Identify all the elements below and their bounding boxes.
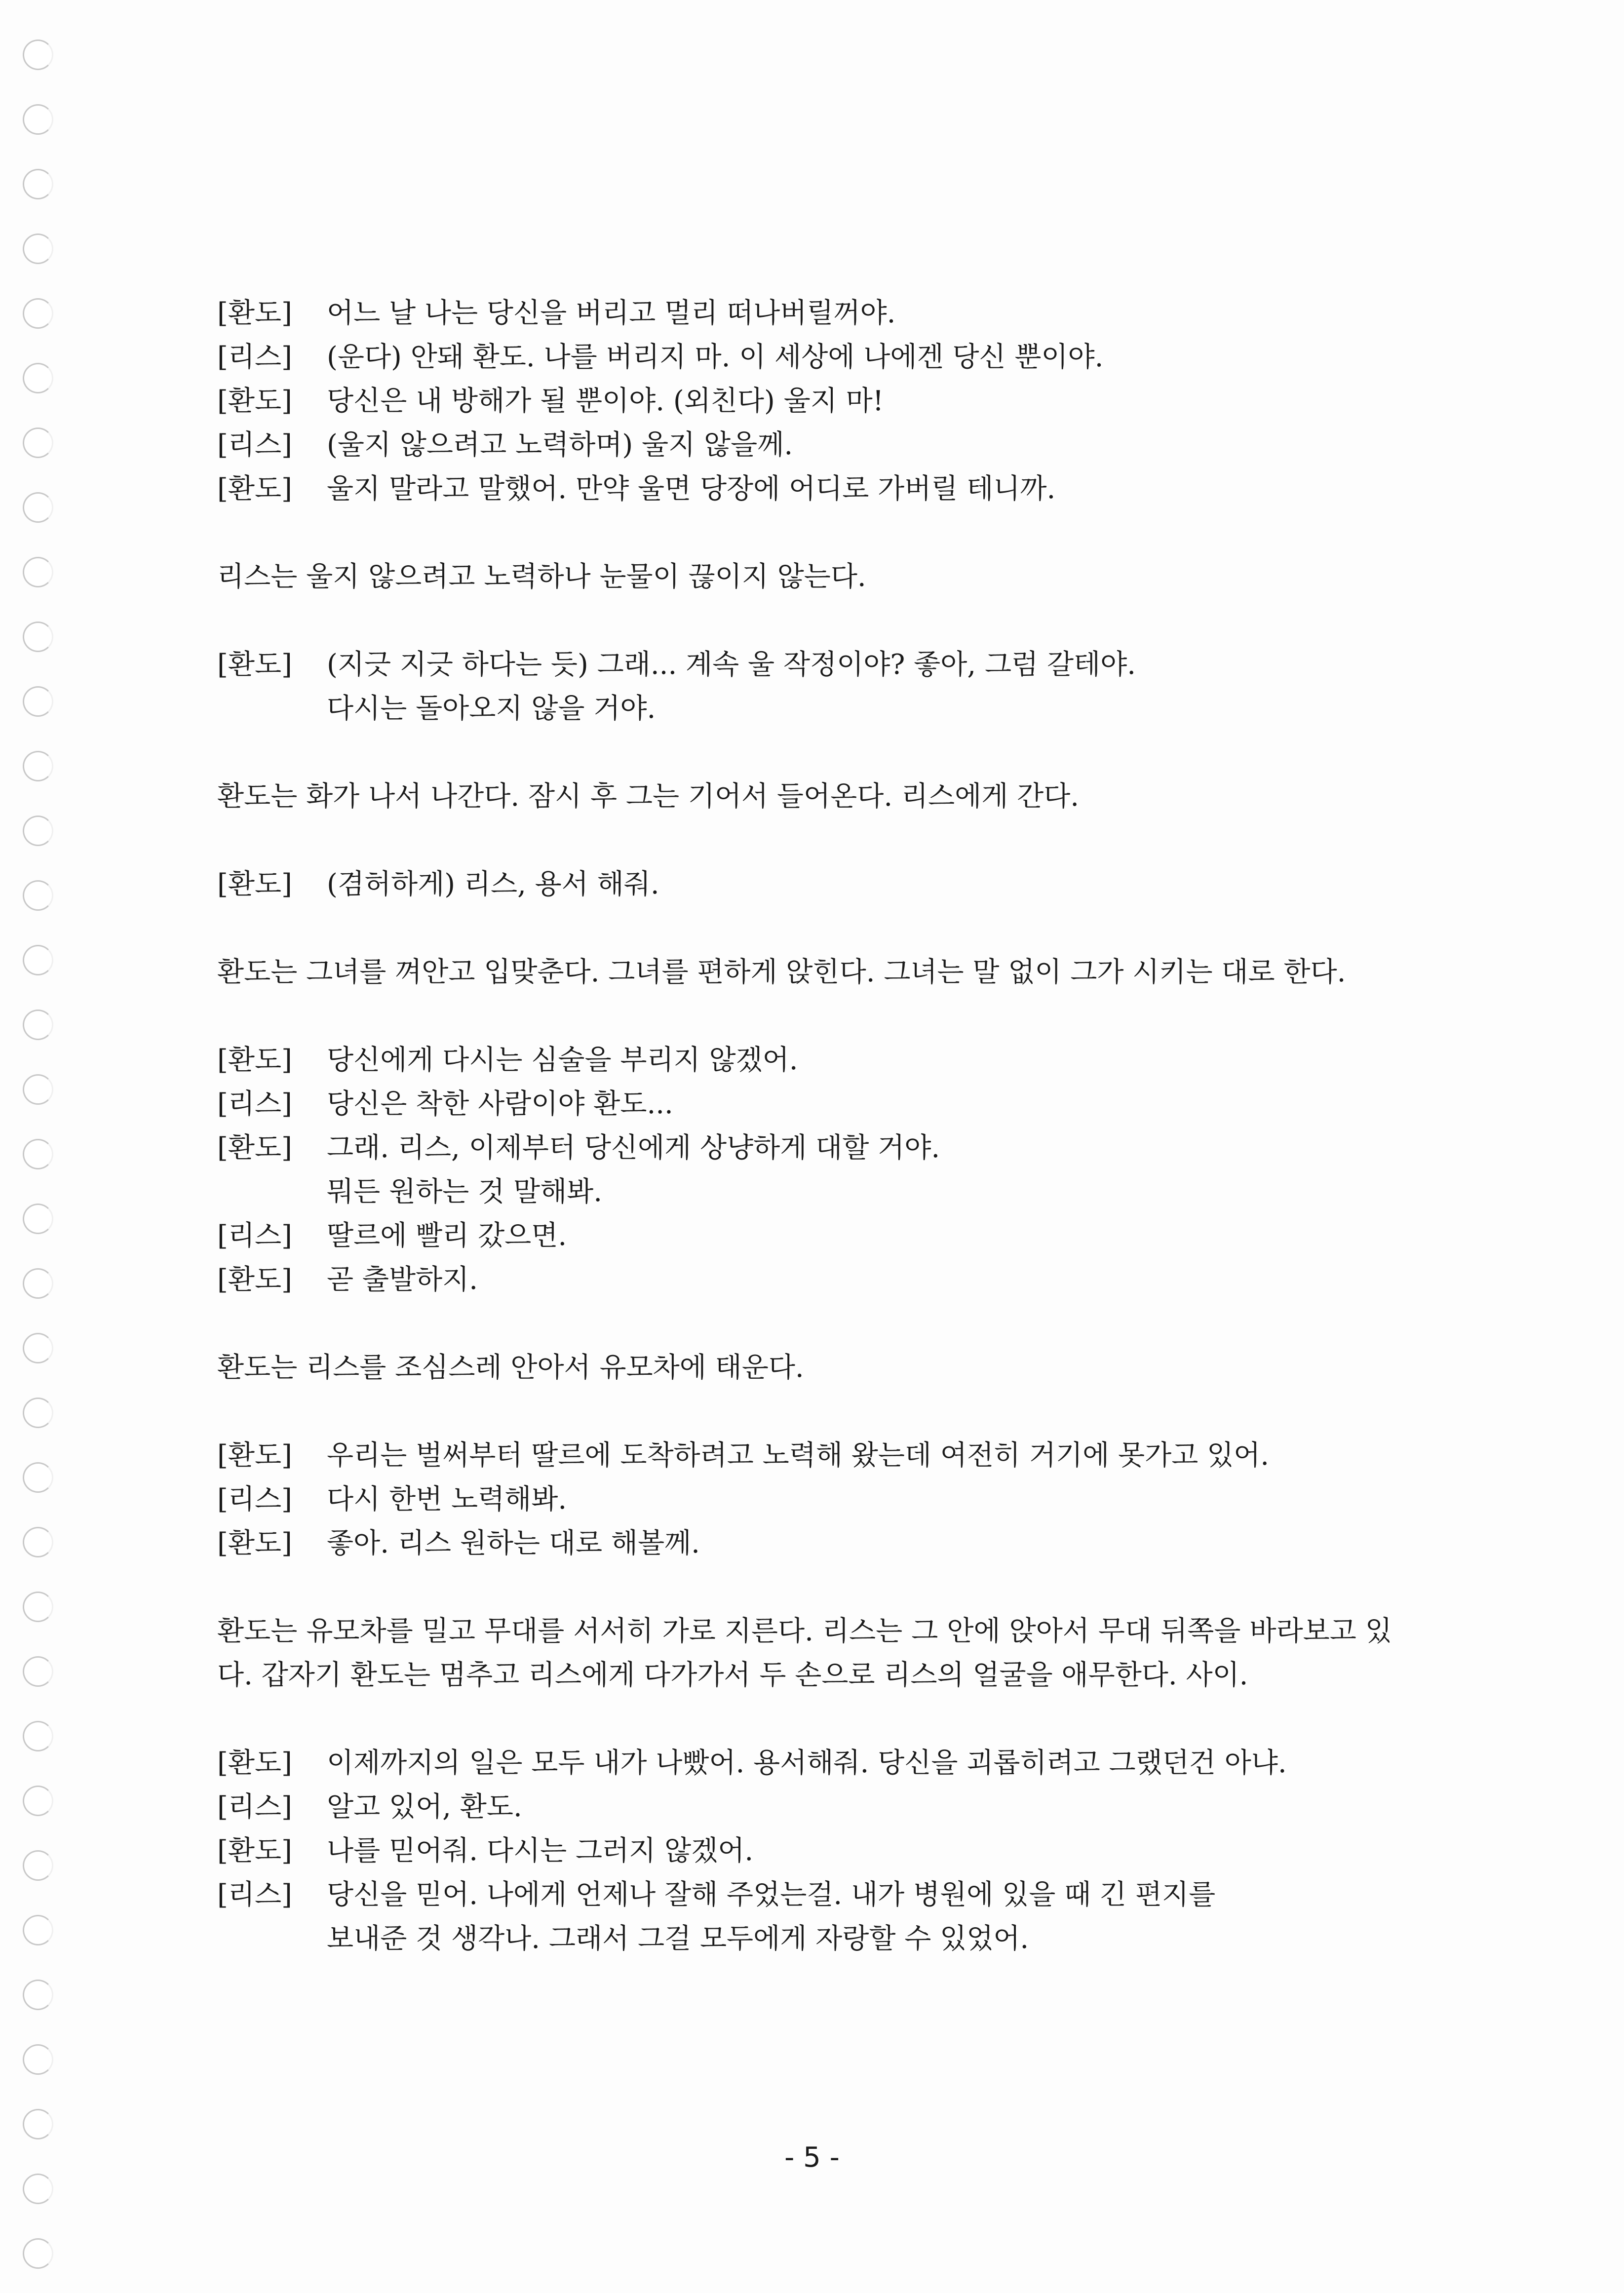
binder-hole	[23, 104, 53, 135]
dialogue-line	[217, 862, 1392, 906]
dialogue-text: 그래. 리스, 이제부터 당신에게 상냥하게 대할 거야.	[327, 1132, 940, 1164]
speaker-label: [환도]	[217, 1527, 292, 1559]
paragraph-gap	[217, 1697, 1392, 1741]
speaker-label: [환도]	[217, 473, 292, 505]
binder-hole	[23, 686, 53, 717]
dialogue-line	[217, 1434, 1392, 1477]
dialogue-text: 다시는 돌아오지 않을 거야.	[327, 693, 656, 725]
dialogue-text: 딸르에 빨리 갔으면.	[327, 1220, 567, 1252]
speaker-label: [리스]	[217, 341, 292, 373]
binder-hole	[23, 751, 53, 781]
binder-hole	[23, 233, 53, 264]
binder-hole	[23, 1592, 53, 1622]
binder-hole	[23, 1139, 53, 1169]
speaker-label: [리스]	[217, 1088, 292, 1120]
dialogue-text: (울지 않으려고 노력하며) 울지 않을께.	[327, 429, 793, 461]
speaker-label: [환도]	[217, 649, 292, 681]
binder-hole	[23, 1656, 53, 1687]
binder-hole	[23, 1527, 53, 1557]
stage-direction-text: 환도는 리스를 조심스레 안아서 유모차에 태운다.	[217, 1352, 804, 1384]
paragraph-gap	[217, 731, 1392, 775]
speaker-label: [환도]	[217, 1132, 292, 1164]
dialogue-line	[217, 1741, 1392, 1785]
stage-direction: 환도는 그녀를 껴안고 입맞춘다. 그녀를 편하게 앉힌다. 그녀는 말 없이 그가 시키는 대로 한다.	[217, 956, 1346, 988]
speaker-label: [리스]	[217, 1791, 292, 1823]
binder-hole	[23, 1850, 53, 1881]
binder-hole	[23, 1980, 53, 2010]
dialogue-text: 곧 출발하지.	[327, 1264, 478, 1296]
dialogue-text: (겸허하게) 리스, 용서 해줘.	[327, 868, 659, 900]
binder-hole	[23, 1333, 53, 1363]
paragraph-gap	[217, 818, 1392, 862]
speaker-label: [리스]	[217, 1220, 292, 1252]
binder-hole	[23, 1915, 53, 1945]
stage-direction-text: 리스는 울지 않으려고 노력하나 눈물이 끊이지 않는다.	[217, 561, 866, 593]
binder-hole	[23, 363, 53, 393]
dialogue-line	[217, 643, 1392, 687]
speaker-label: [환도]	[217, 1747, 292, 1779]
binder-hole	[23, 1398, 53, 1428]
binder-hole	[23, 2238, 53, 2269]
binder-hole	[23, 492, 53, 523]
dialogue-text: 우리는 벌써부터 딸르에 도착하려고 노력해 왔는데 여전히 거기에 못가고 있어.	[327, 1439, 1270, 1472]
dialogue-line	[217, 1477, 1392, 1521]
dialogue-line	[217, 423, 1392, 467]
binder-hole	[23, 1721, 53, 1751]
dialogue-line	[217, 379, 1392, 423]
binder-hole	[23, 1268, 53, 1299]
dialogue-text: 당신을 믿어. 나에게 언제나 잘해 주었는걸. 내가 병원에 있을 때 긴 편지를	[327, 1879, 1216, 1911]
dialogue-line	[217, 335, 1392, 379]
binder-hole	[23, 2109, 53, 2139]
binder-hole	[23, 2174, 53, 2204]
dialogue-line	[217, 1258, 1392, 1302]
speaker-label: [리스]	[217, 1879, 292, 1911]
binder-holes	[14, 39, 58, 2291]
speaker-label: [환도]	[217, 385, 292, 417]
binder-hole	[23, 622, 53, 652]
stage-direction: 환도는 유모차를 밀고 무대를 서서히 가로 지른다. 리스는 그 안에 앉아서 무대 뒤쪽을 바라보고 있다. 갑자기 환도는 멈추고 리스에게 다가가서 두 손으로 리스의 얼굴을 애무한다. 사이.	[217, 1615, 1392, 1691]
speaker-label: [환도]	[217, 1835, 292, 1867]
dialogue-line	[217, 1038, 1392, 1082]
paragraph-gap	[217, 1302, 1392, 1346]
dialogue-text: 보내준 것 생각나. 그래서 그걸 모두에게 자랑할 수 있었어.	[327, 1923, 1029, 1955]
binder-hole	[23, 1010, 53, 1040]
binder-hole	[23, 2044, 53, 2075]
stage-direction	[217, 1346, 1392, 1390]
paragraph-gap	[217, 511, 1392, 555]
binder-hole	[23, 1204, 53, 1234]
paragraph-gap	[217, 599, 1392, 643]
dialogue-line	[217, 467, 1392, 511]
paragraph-gap	[217, 1390, 1392, 1434]
dialogue-continuation	[217, 1917, 1392, 1961]
speaker-label: [환도]	[217, 1044, 292, 1076]
paragraph-gap	[217, 994, 1392, 1038]
dialogue-continuation	[217, 687, 1392, 731]
script-body	[217, 291, 1392, 1961]
dialogue-text: (지긋 지긋 하다는 듯) 그래... 계속 울 작정이야? 좋아, 그럼 갈테야.	[327, 649, 1136, 681]
stage-direction-text: 환도는 화가 나서 나간다. 잠시 후 그는 기어서 들어온다. 리스에게 간다.	[217, 780, 1080, 813]
speaker-label: [환도]	[217, 868, 292, 900]
dialogue-text: 나를 믿어줘. 다시는 그러지 않겠어.	[327, 1835, 754, 1867]
dialogue-text: 울지 말라고 말했어. 만약 울면 당장에 어디로 가버릴 테니까.	[327, 473, 1056, 505]
binder-hole	[23, 880, 53, 911]
paragraph-gap	[217, 906, 1392, 950]
binder-hole	[23, 816, 53, 846]
dialogue-text: 알고 있어, 환도.	[327, 1791, 522, 1823]
dialogue-line	[217, 1082, 1392, 1126]
binder-hole	[23, 945, 53, 975]
dialogue-text: 이제까지의 일은 모두 내가 나빴어. 용서해줘. 당신을 괴롭히려고 그랬던건 아냐.	[327, 1747, 1287, 1779]
binder-hole	[23, 1074, 53, 1105]
dialogue-line	[217, 1873, 1392, 1917]
dialogue-line	[217, 1829, 1392, 1873]
stage-direction	[217, 775, 1392, 818]
binder-hole	[23, 39, 53, 70]
speaker-label: [리스]	[217, 1483, 292, 1516]
dialogue-text: 뭐든 원하는 것 말해봐.	[327, 1176, 603, 1208]
binder-hole	[23, 1786, 53, 1816]
stage-direction	[217, 555, 1392, 599]
binder-hole	[23, 298, 53, 329]
page-number: - 5 -	[784, 2141, 840, 2174]
binder-hole	[23, 169, 53, 199]
dialogue-text: 당신에게 다시는 심술을 부리지 않겠어.	[327, 1044, 798, 1076]
speaker-label: [환도]	[217, 297, 292, 329]
dialogue-line	[217, 1214, 1392, 1258]
speaker-label: [리스]	[217, 429, 292, 461]
binder-hole	[23, 557, 53, 587]
dialogue-line	[217, 1521, 1392, 1565]
speaker-label: [환도]	[217, 1264, 292, 1296]
dialogue-line	[217, 1126, 1392, 1170]
binder-hole	[23, 428, 53, 458]
dialogue-text: 어느 날 나는 당신을 버리고 멀리 떠나버릴꺼야.	[327, 297, 896, 329]
dialogue-line	[217, 1785, 1392, 1829]
binder-hole	[23, 1462, 53, 1493]
dialogue-text: 당신은 내 방해가 될 뿐이야. (외친다) 울지 마!	[327, 385, 884, 417]
dialogue-line	[217, 291, 1392, 335]
paragraph-gap	[217, 1565, 1392, 1609]
dialogue-continuation	[217, 1170, 1392, 1214]
dialogue-text: 당신은 착한 사람이야 환도...	[327, 1088, 673, 1120]
speaker-label: [환도]	[217, 1439, 292, 1472]
dialogue-text: (운다) 안돼 환도. 나를 버리지 마. 이 세상에 나에겐 당신 뿐이야.	[327, 341, 1104, 373]
dialogue-text: 다시 한번 노력해봐.	[327, 1483, 567, 1516]
dialogue-text: 좋아. 리스 원하는 대로 해볼께.	[327, 1527, 700, 1559]
